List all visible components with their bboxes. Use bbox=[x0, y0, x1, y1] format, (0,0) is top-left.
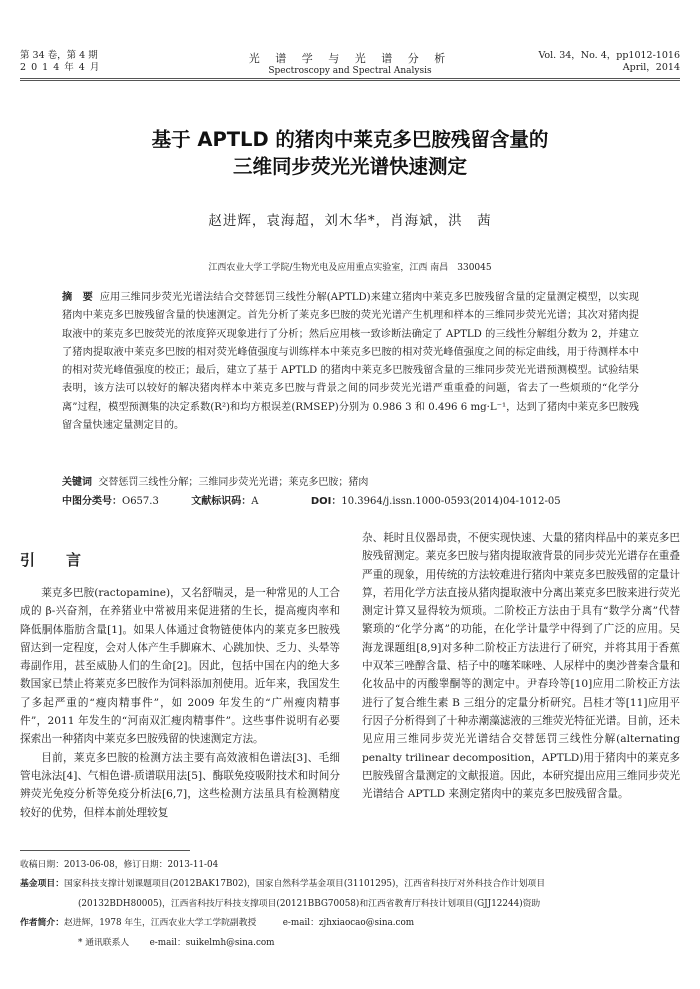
intro-paragraph-2-continued: 杂、耗时且仪器昂贵，不便实现快速、大量的猪肉样品中的莱克多巴胺残留测定。莱克多巴胺与猪肉提取液背景的同步荧光光谱存在重叠严重的现象，用传统的方法较难进行猪肉中莱克多巴胺残留的定量计算，若用化学方法直接从猪肉提取液中分离出莱克多巴胺来进行荧光测定计算又显得较为烦琐。二阶校正方法由于具有“数学分离”代替繁琐的“化学分离”的功能，在化学计量学中得到了广泛的应用。吴海龙课题组[8,9]对多种二阶校正方法进行了研究，并将其用于香蕉中双苯三唑醇含量、桔子中的噻苯咪唑、人尿样中的奥沙普秦含量和化妆品中的丙酸睾酮等的测定中。尹春玲等[10]应用二阶校正方法进行了复合维生素 B 三组分的定量分析研究。吕桂才等[11]应用平行因子分析得到了十种赤潮藻滤液的三维荧光特征光谱。目前，还未见应用三维同步荧光光谱结合交替惩罚三线性分解(alternating penalty trilinear decomposition，APTLD)用于猪肉中的莱克多巴胺残留含量测定的文献报道。因此，本研究提出应用三维同步荧光光谱结合 APTLD 来测定猪肉中的莱克多巴胺残留含量。 bbox=[362, 532, 680, 801]
journal-volume bbox=[20, 50, 100, 74]
clc-label: 中图分类号： bbox=[62, 496, 122, 507]
doc-code-label: 文献标识码： bbox=[191, 496, 252, 507]
abstract-text: 应用三维同步荧光光谱法结合交替惩罚三线性分解(APTLD)来建立猪肉中莱克多巴胺残留含量的定量测定模型，以实现猪肉中莱克多巴胺残留含量的快速测定。首先分析了莱克多巴胺的荧光光谱产生机理和样本的三维同步荧光光谱；其次对猪肉提取液中的莱克多巴胺荧光的浓度猝灭现象进行了分析；然后应用核一致诊断法确定了 APTLD 的三线性分解组分数为 2，并建立了猪肉提取液中莱克多巴胺的相对荧光峰值强度与训练样本中莱克多巴胺的相对荧光峰值强度之间的标定曲线，用于待测样本中的相对荧光峰值强度的校正；最后，建立了基于 APTLD 的猪肉中莱克多巴胺残留含量的三维同步荧光光谱预测模型。试验结果表明，该方法可以较好的解决猪肉样本中莱克多巴胺与背景之间的同步荧光光谱严重重叠的问题，省去了一些烦琐的“化学分离”过程，模型预测集的决定系数(R²)和均方根误差(RMSEP)分别为 0.986 3 和 0.496 6 mg·L⁻¹，达到了猪肉中莱克多巴胺残留含量快速定量测定目的。 bbox=[62, 292, 639, 432]
authors: 赵进辉，袁海超，刘木华*，肖海斌，洪 茜 bbox=[208, 213, 492, 229]
footnote-rule bbox=[20, 850, 190, 851]
journal-date-line: 2 0 1 4 年 4 月 bbox=[20, 62, 101, 73]
funding-label: 基金项目： bbox=[20, 879, 64, 890]
keywords-text: 交替惩罚三线性分解；三维同步荧光光谱；莱克多巴胺；猪肉 bbox=[98, 477, 369, 488]
paper-title-line1: 基于 APTLD 的猪肉中莱克多巴胺残留含量的 bbox=[151, 128, 549, 151]
abstract bbox=[62, 289, 639, 435]
funding-text-1: 国家科技支撑计划课题项目(2012BAK17B02)，国家自然科学基金项目(31101295)，江西省科技厅对外科技合作计划项目 bbox=[64, 879, 546, 890]
author-bio bbox=[20, 914, 680, 933]
abstract-label: 摘 要 bbox=[62, 292, 93, 303]
intro-paragraph-2: 目前，莱克多巴胺的检测方法主要有高效液相色谱法[3]、毛细管电泳法[4]、气相色谱-质谱联用法[5]、酶联免疫吸附技术和时间分辨荧光免疫分析等免疫分析法[6,7]，这些检测方法虽具有检测精度较好的优势，但样本前处理较复 bbox=[20, 751, 340, 819]
journal-title-cn: 光 谱 学 与 光 谱 分 析 bbox=[248, 52, 452, 65]
header-rule bbox=[20, 78, 680, 79]
clc-value: O657.3 bbox=[122, 496, 159, 507]
journal-pages-line: Vol. 34，No. 4，pp1012-1016 bbox=[538, 50, 680, 61]
header-rule-thin bbox=[20, 80, 680, 81]
doi-label: DOI： bbox=[310, 496, 342, 507]
author-bio-label: 作者简介： bbox=[20, 918, 64, 929]
intro-paragraph-1: 莱克多巴胺(ractopamine)，又名舒喘灵，是一种常见的人工合成的 β-兴奋剂，在养猪业中常被用来促进猪的生长，提高瘦肉率和降低胴体脂肪含量[1]。如果人体通过食物链使体内的莱克多巴胺残留达到一定程度，会对人体产生手脚麻木、心跳加快、乏力、头晕等毒副作用，甚至威胁人们的生命[2]。因此，包括中国在内的绝大多数国家已禁止将莱克多巴胺作为饲料添加剂使用。近年来，我国发生了多起严重的“瘦肉精事件”，如 2009 年发生的“广州瘦肉精事件”，2011 年发生的“河南双汇瘦肉精事件”。这些事件说明有必要探索出一种猪肉中莱克多巴胺残留的快速测定方法。 bbox=[20, 587, 340, 746]
affiliation: 江西农业大学工学院/生物光电及应用重点实验室，江西 南昌 330045 bbox=[208, 263, 492, 273]
left-column bbox=[20, 584, 340, 822]
classification bbox=[62, 493, 642, 510]
received-date: 收稿日期：2013-06-08，修订日期：2013-11-04 bbox=[20, 860, 219, 870]
funding-text-2: (20132BDH80005)，江西省科技厅科技支撑项目(20121BBG70058)和江西省教育厅科技计划项目(GJJ12244)资助 bbox=[78, 898, 541, 909]
paper-title bbox=[0, 126, 700, 180]
corresponding-author: * 通讯联系人 e-mail：suikelmh@sina.com bbox=[78, 937, 275, 948]
right-column bbox=[362, 529, 680, 803]
keywords bbox=[62, 474, 642, 491]
section-heading-introduction: 引 言 bbox=[20, 551, 90, 569]
journal-issue-info bbox=[538, 50, 680, 74]
doi-value: 10.3964/j.issn.1000-0593(2014)04-1012-05 bbox=[341, 496, 561, 507]
paper-title-line2: 三维同步荧光光谱快速测定 bbox=[232, 155, 467, 178]
keywords-label: 关键词 bbox=[62, 477, 92, 488]
footnotes bbox=[20, 856, 680, 953]
journal-volume-line: 第 34 卷，第 4 期 bbox=[20, 50, 98, 61]
author-bio-text: 赵进辉，1978 年生，江西农业大学工学院副教授 e-mail：zjhxiaocao@sina.com bbox=[64, 918, 415, 929]
journal-title bbox=[200, 50, 500, 76]
doc-code-value: A bbox=[251, 496, 259, 507]
journal-title-en: Spectroscopy and Spectral Analysis bbox=[268, 66, 432, 76]
funding-line1 bbox=[20, 875, 680, 894]
journal-month-line: April，2014 bbox=[622, 62, 680, 73]
